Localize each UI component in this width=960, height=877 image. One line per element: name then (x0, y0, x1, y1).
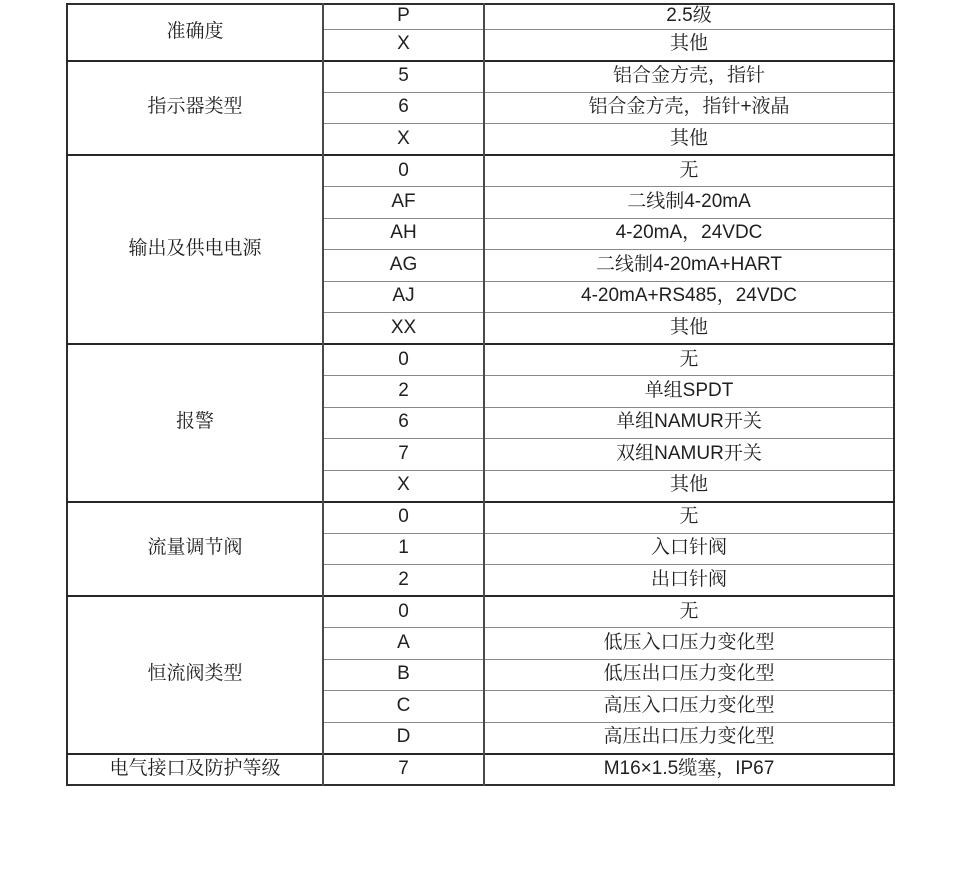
code-cell: X (323, 470, 484, 502)
code-cell: 5 (323, 61, 484, 93)
category-cell-constant-flow-valve-type: 恒流阀类型 (67, 596, 323, 754)
description-cell: 出口针阀 (484, 565, 894, 597)
description-cell: 单组NAMUR开关 (484, 407, 894, 439)
code-cell: AG (323, 250, 484, 282)
table-row (67, 754, 894, 786)
code-cell: X (323, 124, 484, 156)
category-cell-alarm: 报警 (67, 344, 323, 502)
code-cell: XX (323, 313, 484, 345)
description-cell: 其他 (484, 470, 894, 502)
code-cell: 0 (323, 502, 484, 534)
code-cell: 7 (323, 754, 484, 786)
table-row (67, 155, 894, 187)
code-cell: C (323, 691, 484, 723)
table-row (67, 61, 894, 93)
description-cell: 低压入口压力变化型 (484, 628, 894, 660)
description-cell: 其他 (484, 29, 894, 61)
code-cell: 0 (323, 596, 484, 628)
description-cell: 二线制4-20mA (484, 187, 894, 219)
spec-table-container (66, 3, 893, 786)
description-cell: 低压出口压力变化型 (484, 659, 894, 691)
category-cell-output-power: 输出及供电电源 (67, 155, 323, 344)
description-cell: 二线制4-20mA+HART (484, 250, 894, 282)
description-cell: M16×1.5缆塞，IP67 (484, 754, 894, 786)
code-cell: 6 (323, 407, 484, 439)
code-cell: 2 (323, 376, 484, 408)
category-cell-electrical-interface-protection: 电气接口及防护等级 (67, 754, 323, 786)
category-cell-flow-regulating-valve: 流量调节阀 (67, 502, 323, 597)
description-cell: 其他 (484, 124, 894, 156)
description-cell: 高压入口压力变化型 (484, 691, 894, 723)
description-cell: 高压出口压力变化型 (484, 722, 894, 754)
code-cell: 2 (323, 565, 484, 597)
table-row (67, 344, 894, 376)
description-cell: 其他 (484, 313, 894, 345)
code-cell: AF (323, 187, 484, 219)
code-cell: AJ (323, 281, 484, 313)
table-row (67, 4, 894, 29)
description-cell: 无 (484, 344, 894, 376)
code-cell: 6 (323, 92, 484, 124)
description-cell: 2.5级 (484, 4, 894, 29)
code-cell: 0 (323, 155, 484, 187)
code-cell: P (323, 4, 484, 29)
code-cell: A (323, 628, 484, 660)
code-cell: B (323, 659, 484, 691)
description-cell: 双组NAMUR开关 (484, 439, 894, 471)
description-cell: 无 (484, 596, 894, 628)
description-cell: 无 (484, 155, 894, 187)
description-cell: 单组SPDT (484, 376, 894, 408)
code-cell: D (323, 722, 484, 754)
product-spec-table (66, 3, 895, 786)
table-row (67, 596, 894, 628)
description-cell: 入口针阀 (484, 533, 894, 565)
code-cell: AH (323, 218, 484, 250)
category-cell-indicator-type: 指示器类型 (67, 61, 323, 156)
description-cell: 铝合金方壳，指针 (484, 61, 894, 93)
code-cell: X (323, 29, 484, 61)
code-cell: 1 (323, 533, 484, 565)
code-cell: 0 (323, 344, 484, 376)
code-cell: 7 (323, 439, 484, 471)
description-cell: 无 (484, 502, 894, 534)
description-cell: 铝合金方壳，指针+液晶 (484, 92, 894, 124)
description-cell: 4-20mA，24VDC (484, 218, 894, 250)
description-cell: 4-20mA+RS485，24VDC (484, 281, 894, 313)
table-row (67, 502, 894, 534)
category-cell-accuracy: 准确度 (166, 20, 224, 42)
